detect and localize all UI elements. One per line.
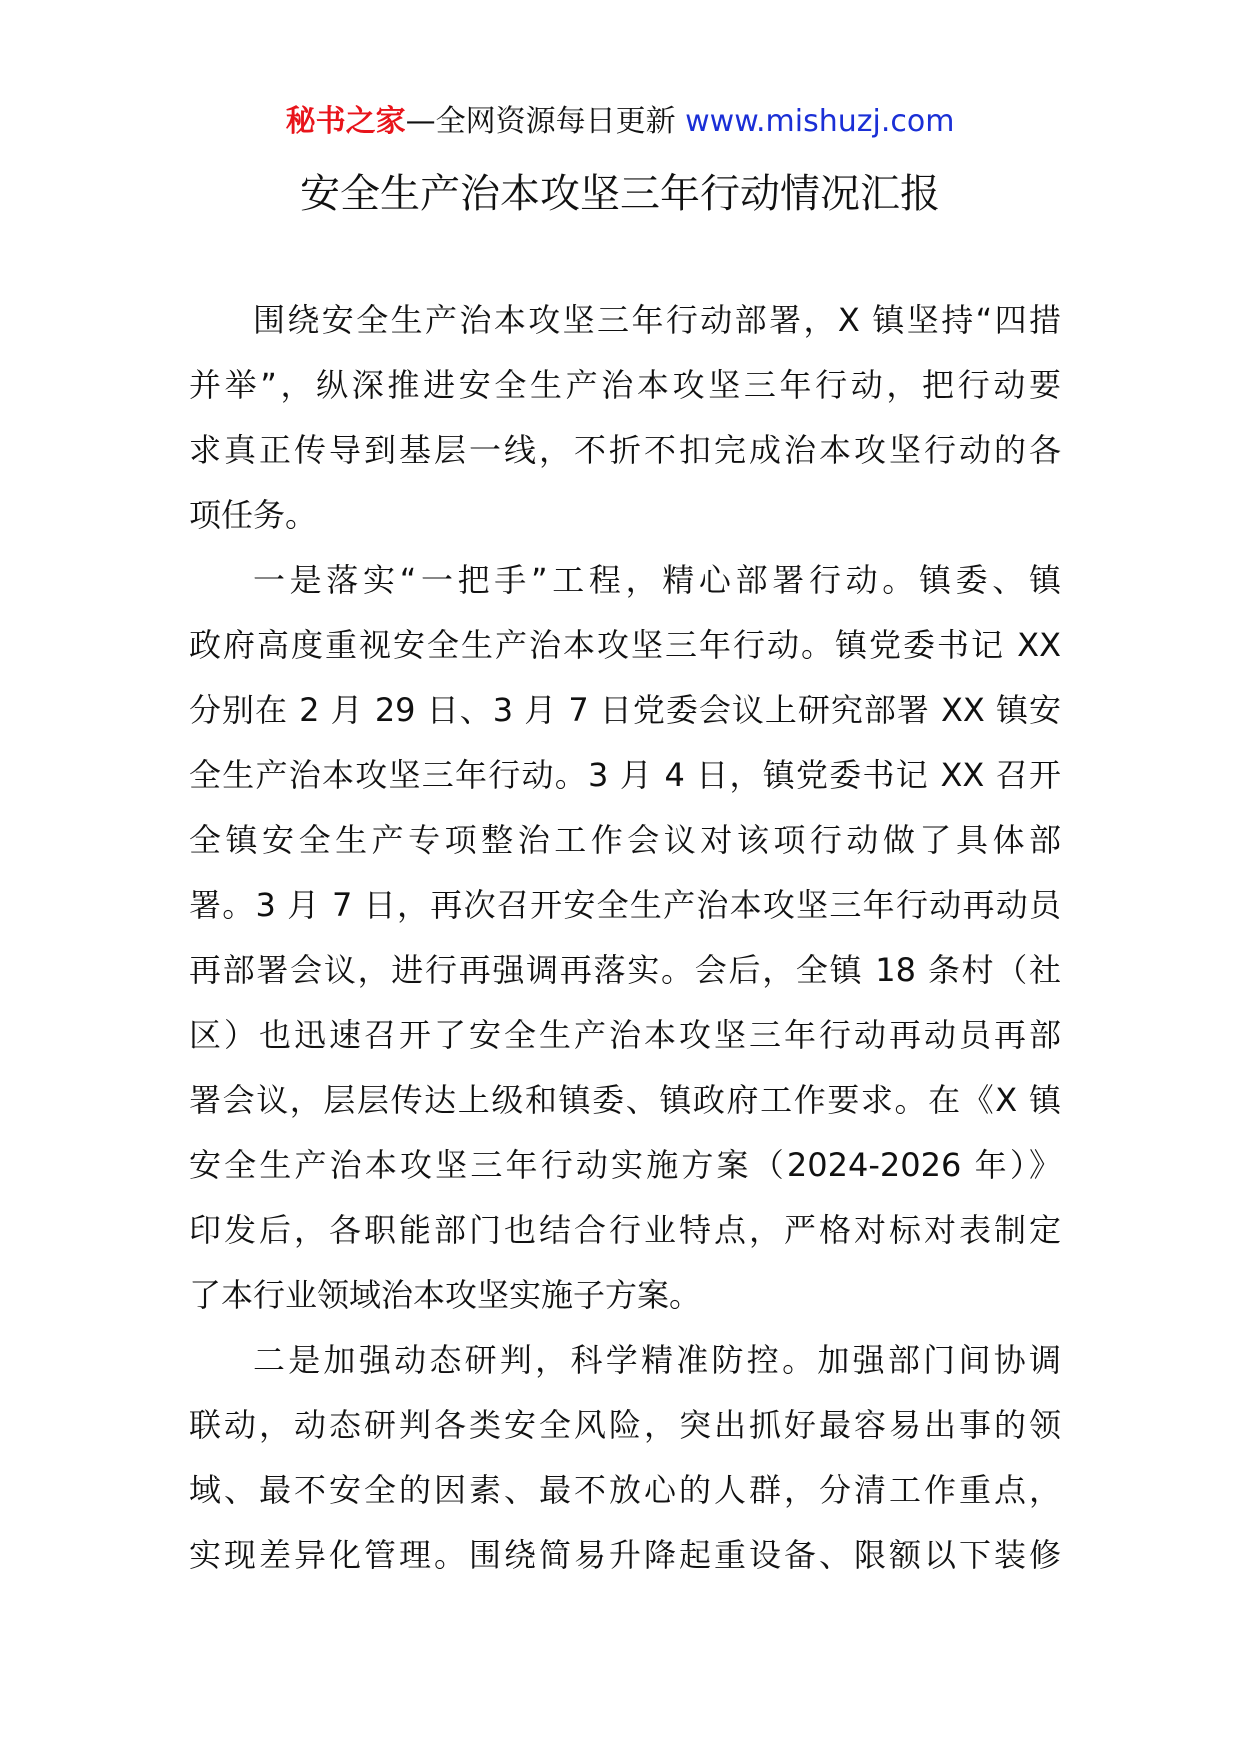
paragraph-line: 区）也迅速召开了安全生产治本攻坚三年行动再动员再部 [189, 1016, 1061, 1054]
paragraph-line: 署。3 月 7 日，再次召开安全生产治本攻坚三年行动再动员 [189, 886, 1061, 924]
paragraph-line: 联动，动态研判各类安全风险，突出抓好最容易出事的领 [189, 1406, 1061, 1444]
paragraph-line: 实现差异化管理。围绕简易升降起重设备、限额以下装修 [189, 1536, 1061, 1574]
paragraph-line: 了本行业领域治本攻坚实施子方案。 [189, 1276, 702, 1314]
paragraph-line: 二是加强动态研判，科学精准防控。加强部门间协调 [253, 1341, 1061, 1379]
paragraph-line: 再部署会议，进行再强调再落实。会后，全镇 18 条村（社 [189, 951, 1061, 989]
paragraph-line: 并举”，纵深推进安全生产治本攻坚三年行动，把行动要 [189, 366, 1061, 404]
paragraph-line: 署会议，层层传达上级和镇委、镇政府工作要求。在《X 镇 [189, 1081, 1061, 1119]
paragraph-intro [189, 288, 1061, 548]
paragraph-line: 求真正传导到基层一线，不折不扣完成治本攻坚行动的各 [189, 431, 1061, 469]
paragraph-line: 全镇安全生产专项整治工作会议对该项行动做了具体部 [189, 821, 1061, 859]
document-body [189, 288, 1061, 1588]
watermark-header [0, 102, 1240, 142]
paragraph-line: 一是落实“一把手”工程，精心部署行动。镇委、镇 [253, 561, 1061, 599]
header-url[interactable]: www.mishuzj.com [685, 104, 955, 139]
paragraph-line: 政府高度重视安全生产治本攻坚三年行动。镇党委书记 XX [189, 626, 1061, 664]
paragraph-line: 分别在 2 月 29 日、3 月 7 日党委会议上研究部署 XX 镇安 [189, 691, 1061, 729]
paragraph-point-one [189, 548, 1061, 1328]
paragraph-line: 安全生产治本攻坚三年行动实施方案（2024-2026 年）》 [189, 1146, 1061, 1184]
brand-name: 秘书之家 [285, 104, 406, 139]
paragraph-point-two [189, 1328, 1061, 1588]
header-tagline: —全网资源每日更新 [405, 104, 676, 139]
paragraph-line: 全生产治本攻坚三年行动。3 月 4 日，镇党委书记 XX 召开 [189, 756, 1061, 794]
paragraph-line: 域、最不安全的因素、最不放心的人群，分清工作重点， [189, 1471, 1061, 1509]
document-title: 安全生产治本攻坚三年行动情况汇报 [300, 171, 940, 217]
paragraph-line: 项任务。 [189, 496, 318, 534]
paragraph-line: 围绕安全生产治本攻坚三年行动部署，X 镇坚持“四措 [253, 301, 1061, 339]
paragraph-line: 印发后，各职能部门也结合行业特点，严格对标对表制定 [189, 1211, 1061, 1249]
